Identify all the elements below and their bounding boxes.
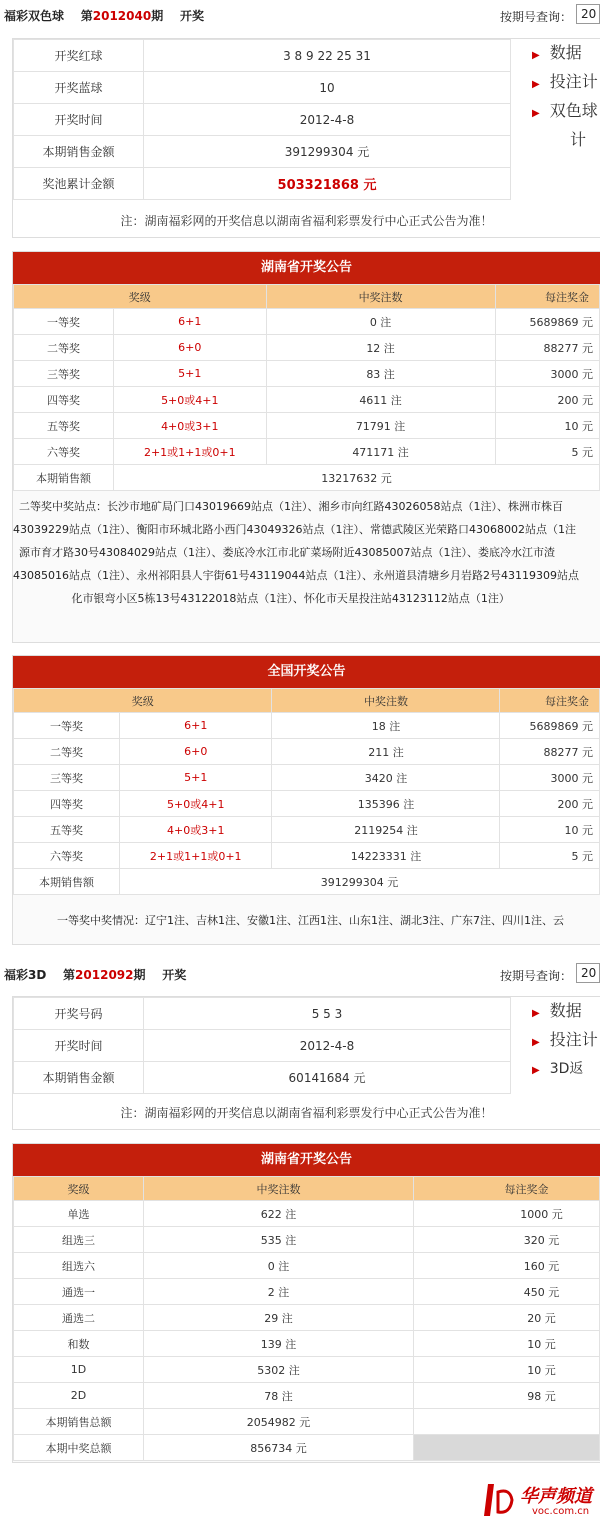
prize-level: 通选二	[14, 1305, 144, 1331]
prize-amount: 1000 元	[414, 1201, 600, 1227]
col-level: 奖级	[14, 689, 272, 713]
fc3d-query-label: 按期号查询：	[499, 969, 572, 983]
fc3d-info-row-sales	[14, 1062, 511, 1094]
winner-line: 43039229站点（1注）、衡阳市环城北路小西门43049326站点（1注）、常德武陵区光荣路口43068002站点（1注	[13, 523, 576, 536]
prize-total-row	[14, 1435, 600, 1461]
fc3d-info-row-number	[14, 998, 511, 1030]
ssq-national-winners: 一等奖中奖情况：辽宁1注、吉林1注、安徽1注、江西1注、山东1注、湖北3注、广东7注、四川1注、云	[57, 914, 564, 927]
ssq-info-label: 开奖红球	[14, 40, 144, 72]
ssq-info-label: 开奖蓝球	[14, 72, 144, 104]
ssq-link-label: 计	[570, 130, 587, 149]
prize-level: 三等奖	[14, 765, 120, 791]
ssq-issue-input[interactable]: 20	[576, 4, 600, 24]
col-prize: 每注奖金	[414, 1177, 600, 1201]
ssq-link-ssq[interactable]	[532, 98, 600, 127]
ssq-title-game: 福彩双色球	[4, 9, 65, 23]
prize-count: 0 注	[144, 1253, 414, 1279]
table-row	[14, 1279, 600, 1305]
ssq-hunan-table	[13, 284, 600, 491]
table-row	[14, 413, 600, 439]
fc3d-title-game: 福彩3D	[4, 968, 47, 982]
prize-count: 18 注	[272, 713, 500, 739]
prize-amount: 200 元	[500, 791, 600, 817]
prize-count: 5302 注	[144, 1357, 414, 1383]
prize-amount: 320 元	[414, 1227, 600, 1253]
table-row	[14, 309, 600, 335]
ssq-national-table	[13, 688, 600, 895]
ssq-notice: 注：湖南福彩网的开奖信息以湖南省福利彩票发行中心正式公告为准！	[120, 214, 493, 228]
prize-amount: 10 元	[495, 413, 599, 439]
ssq-info-label: 奖池累计金额	[14, 168, 144, 200]
triangle-right-icon: ▶	[532, 108, 540, 119]
voc-logo-title: 华声频道	[520, 1486, 592, 1507]
prize-amount: 10 元	[414, 1357, 600, 1383]
prize-amount: 450 元	[414, 1279, 600, 1305]
ssq-link-label: 数据	[549, 43, 582, 62]
col-level: 奖级	[14, 285, 267, 309]
ssq-hunan-header-row	[14, 285, 600, 309]
fc3d-draw-date: 2012-4-8	[144, 1030, 511, 1062]
prize-combo: 5+1	[114, 361, 267, 387]
fc3d-link-data[interactable]	[532, 998, 600, 1027]
table-row	[14, 361, 600, 387]
prize-level: 六等奖	[14, 439, 114, 465]
prize-count: 211 注	[272, 739, 500, 765]
sales-label: 本期销售额	[14, 869, 120, 895]
ssq-hunan-title: 湖南省开奖公告	[13, 252, 600, 284]
sales-value: 391299304 元	[120, 869, 600, 895]
ssq-header	[4, 2, 600, 26]
sales-row	[14, 1409, 600, 1435]
triangle-right-icon: ▶	[532, 79, 540, 90]
prize-amount: 5 元	[495, 439, 599, 465]
prize-combo: 5+0或4+1	[114, 387, 267, 413]
prize-count: 535 注	[144, 1227, 414, 1253]
fc3d-sales: 60141684 元	[144, 1062, 511, 1094]
ssq-side-links	[532, 40, 600, 153]
ssq-national-header-row	[14, 689, 600, 713]
ssq-jackpot-pool: 503321868 元	[144, 168, 511, 200]
prize-amount: 10 元	[414, 1331, 600, 1357]
sales-row	[14, 869, 600, 895]
ssq-link-label: 投注计	[549, 72, 598, 91]
prize-count: 2 注	[144, 1279, 414, 1305]
fc3d-issue-prefix: 第	[63, 968, 76, 982]
sales-label: 本期销售总额	[14, 1409, 144, 1435]
fc3d-draw-number: 5 5 3	[144, 998, 511, 1030]
prize-combo: 6+0	[120, 739, 272, 765]
col-prize: 每注奖金	[500, 689, 600, 713]
fc3d-hunan-header-row	[14, 1177, 600, 1201]
col-count: 中奖注数	[272, 689, 500, 713]
prize-combo: 4+0或3+1	[114, 413, 267, 439]
prize-amount: 10 元	[500, 817, 600, 843]
ssq-red-balls: 3 8 9 22 25 31	[144, 40, 511, 72]
fc3d-header	[4, 961, 600, 985]
prize-amount: 5 元	[500, 843, 600, 869]
table-row	[14, 387, 600, 413]
prize-count: 3420 注	[272, 765, 500, 791]
ssq-hunan-panel	[12, 251, 600, 643]
ssq-issue-prefix: 第	[80, 9, 93, 23]
prize-combo: 4+0或3+1	[120, 817, 272, 843]
ssq-link-data[interactable]	[532, 40, 600, 69]
prize-amount: 3000 元	[495, 361, 599, 387]
fc3d-draw-label: 开奖	[162, 968, 187, 982]
prize-count: 135396 注	[272, 791, 500, 817]
prize-combo: 2+1或1+1或0+1	[120, 843, 272, 869]
triangle-right-icon: ▶	[532, 1008, 540, 1019]
fc3d-issue-input[interactable]: 20	[576, 963, 600, 983]
prize-amount: 88277 元	[500, 739, 600, 765]
prize-amount: 98 元	[414, 1383, 600, 1409]
prize-count: 471171 注	[266, 439, 495, 465]
prize-total-label: 本期中奖总额	[14, 1435, 144, 1461]
prize-level: 组选六	[14, 1253, 144, 1279]
prize-combo: 6+1	[114, 309, 267, 335]
prize-count: 78 注	[144, 1383, 414, 1409]
fc3d-info-label: 开奖号码	[14, 998, 144, 1030]
empty-cell	[414, 1435, 600, 1461]
ssq-draw-label: 开奖	[179, 9, 204, 23]
prize-count: 83 注	[266, 361, 495, 387]
ssq-info-label: 开奖时间	[14, 104, 144, 136]
prize-level: 四等奖	[14, 387, 114, 413]
fc3d-link-label: 3D返	[549, 1061, 584, 1077]
prize-combo: 5+0或4+1	[120, 791, 272, 817]
ssq-info-row-red	[14, 40, 511, 72]
ssq-title	[4, 7, 204, 24]
ssq-national-panel	[12, 655, 600, 945]
prize-level: 四等奖	[14, 791, 120, 817]
table-row	[14, 1331, 600, 1357]
table-row	[14, 335, 600, 361]
table-row	[14, 739, 600, 765]
table-row	[14, 1227, 600, 1253]
ssq-issue-number: 2012040	[92, 9, 152, 23]
prize-amount: 200 元	[495, 387, 599, 413]
fc3d-hunan-title: 湖南省开奖公告	[13, 1144, 600, 1176]
table-row	[14, 1305, 600, 1331]
ssq-issue-suffix: 期	[151, 9, 164, 23]
table-row	[14, 791, 600, 817]
empty-cell	[414, 1409, 600, 1435]
fc3d-hunan-table	[13, 1176, 600, 1461]
winner-line: 二等奖中奖站点：长沙市地矿局门口43019669站点（1注）、湘乡市向红路43026058站点（1注）、株洲市株百	[19, 500, 563, 513]
fc3d-side-links	[532, 998, 600, 1084]
prize-level: 和数	[14, 1331, 144, 1357]
prize-combo: 6+0	[114, 335, 267, 361]
sales-row	[14, 465, 600, 491]
table-row	[14, 1201, 600, 1227]
col-prize: 每注奖金	[495, 285, 599, 309]
prize-level: 三等奖	[14, 361, 114, 387]
fc3d-link-bet[interactable]	[532, 1027, 600, 1056]
prize-amount: 160 元	[414, 1253, 600, 1279]
ssq-info-row-sales	[14, 136, 511, 168]
ssq-link-label: 双色球	[549, 101, 598, 120]
prize-count: 2119254 注	[272, 817, 500, 843]
fc3d-info-table	[13, 997, 511, 1094]
prize-level: 六等奖	[14, 843, 120, 869]
fc3d-link-return[interactable]	[532, 1056, 600, 1084]
ssq-info-label: 本期销售金额	[14, 136, 144, 168]
col-level: 奖级	[14, 1177, 144, 1201]
table-row	[14, 817, 600, 843]
ssq-link-calc[interactable]	[532, 127, 600, 153]
col-count: 中奖注数	[266, 285, 495, 309]
fc3d-issue-number: 2012092	[75, 968, 134, 982]
ssq-info-row-pool	[14, 168, 511, 200]
fc3d-title	[4, 966, 186, 983]
prize-count: 12 注	[266, 335, 495, 361]
fc3d-info-label: 开奖时间	[14, 1030, 144, 1062]
prize-level: 二等奖	[14, 335, 114, 361]
sales-value: 2054982 元	[144, 1409, 414, 1435]
prize-combo: 2+1或1+1或0+1	[114, 439, 267, 465]
prize-count: 14223331 注	[272, 843, 500, 869]
ssq-sales: 391299304 元	[144, 136, 511, 168]
triangle-right-icon: ▶	[532, 50, 540, 61]
prize-level: 五等奖	[14, 413, 114, 439]
ssq-info-row-blue	[14, 72, 511, 104]
triangle-right-icon: ▶	[532, 1037, 540, 1048]
ssq-query-label: 按期号查询：	[499, 10, 572, 24]
prize-level: 2D	[14, 1383, 144, 1409]
prize-count: 29 注	[144, 1305, 414, 1331]
prize-level: 通选一	[14, 1279, 144, 1305]
fc3d-link-label: 投注计	[549, 1030, 598, 1049]
prize-amount: 3000 元	[500, 765, 600, 791]
prize-combo: 5+1	[120, 765, 272, 791]
fc3d-info-label: 本期销售金额	[14, 1062, 144, 1094]
ssq-hunan-winners	[13, 491, 600, 610]
prize-count: 0 注	[266, 309, 495, 335]
ssq-link-bet[interactable]	[532, 69, 600, 98]
ssq-national-title: 全国开奖公告	[13, 656, 600, 688]
prize-count: 71791 注	[266, 413, 495, 439]
ssq-draw-date: 2012-4-8	[144, 104, 511, 136]
fc3d-hunan-panel	[12, 1143, 600, 1463]
prize-level: 一等奖	[14, 309, 114, 335]
winner-line: 43085016站点（1注）、永州祁阳县人宇街61号43119044站点（1注）、永州道县清塘乡月岩路2号43119309站点	[13, 569, 579, 582]
table-row	[14, 765, 600, 791]
prize-amount: 88277 元	[495, 335, 599, 361]
voc-logo	[480, 1478, 600, 1522]
sales-value: 13217632 元	[114, 465, 600, 491]
col-count: 中奖注数	[144, 1177, 414, 1201]
prize-count: 4611 注	[266, 387, 495, 413]
prize-level: 五等奖	[14, 817, 120, 843]
fc3d-info-row-date	[14, 1030, 511, 1062]
prize-combo: 6+1	[120, 713, 272, 739]
prize-amount: 20 元	[414, 1305, 600, 1331]
fc3d-link-label: 数据	[549, 1001, 582, 1020]
table-row	[14, 439, 600, 465]
ssq-info-table	[13, 39, 511, 200]
winner-line: 源市育才路30号43084029站点（1注）、娄底冷水江市北矿菜场附近43085007站点（1注）、娄底冷水江市渣	[19, 546, 555, 559]
prize-level: 二等奖	[14, 739, 120, 765]
fc3d-notice: 注：湖南福彩网的开奖信息以湖南省福利彩票发行中心正式公告为准！	[120, 1106, 493, 1120]
prize-amount: 5689869 元	[495, 309, 599, 335]
prize-count: 622 注	[144, 1201, 414, 1227]
table-row	[14, 713, 600, 739]
prize-level: 单选	[14, 1201, 144, 1227]
prize-level: 1D	[14, 1357, 144, 1383]
sales-label: 本期销售额	[14, 465, 114, 491]
voc-logo-url: voc.com.cn	[532, 1506, 590, 1517]
winner-line: 化市银弯小区5栋13号43122018站点（1注）、怀化市天星投注站43123112站点（1注）	[19, 592, 510, 605]
ssq-blue-ball: 10	[144, 72, 511, 104]
fc3d-issue-suffix: 期	[133, 968, 146, 982]
prize-total-value: 856734 元	[144, 1435, 414, 1461]
prize-level: 一等奖	[14, 713, 120, 739]
table-row	[14, 1357, 600, 1383]
ssq-info-row-date	[14, 104, 511, 136]
prize-level: 组选三	[14, 1227, 144, 1253]
table-row	[14, 843, 600, 869]
prize-amount: 5689869 元	[500, 713, 600, 739]
prize-count: 139 注	[144, 1331, 414, 1357]
triangle-right-icon: ▶	[532, 1065, 540, 1076]
table-row	[14, 1253, 600, 1279]
table-row	[14, 1383, 600, 1409]
